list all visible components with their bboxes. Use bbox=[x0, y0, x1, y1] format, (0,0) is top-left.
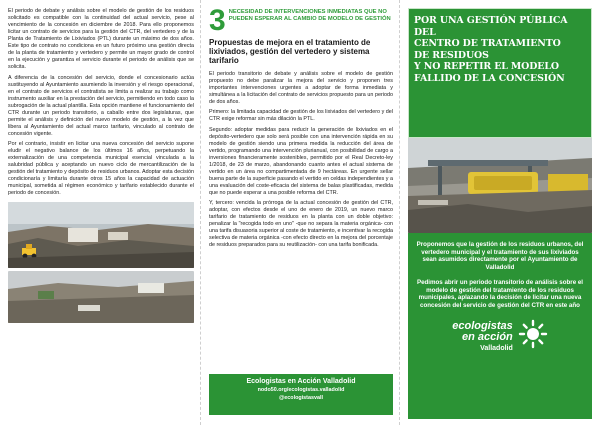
landfill-photo bbox=[8, 202, 194, 268]
sun-icon bbox=[518, 319, 548, 354]
logo-line: ecologistas bbox=[452, 319, 513, 332]
logo-line: en acción bbox=[462, 330, 513, 343]
section-number: 3 bbox=[209, 4, 226, 37]
paragraph: El periodo transitorio de debate y análisis sobre el modelo de gestión propuesto no debe paralizar la mejora del servicio y proponen tres importantes intervenciones urgentes a adoptar de forma inmediata y simultánea a la licitación del contrato de servicios propuesto para un periodo de dos años. bbox=[209, 70, 393, 105]
middle-column bbox=[200, 0, 399, 425]
section-subtitle: Propuestas de mejora en el tratamiento de lixiviados, gestión del vertedero y sistema tarifario bbox=[209, 38, 371, 66]
paragraph: Y, tercero: vencida la prórroga de la actual concesión de gestión del CTR, adoptar, con efectos desde el uno de enero de 2019, un nuevo marco tarifario de tratamiento de residuos en la planta con un doble objetivo: penalizar la "recogida todo en uno" -que no separa la materia orgánica- con una tarifa disuasoria superior al coste de tratamiento, e incentivar la recogida selectiva de materia orgánica -con efecto directo en la mejora del porcentaje de residuos preparados para su reutilización- con una tarifa bonificada. bbox=[209, 200, 393, 249]
section-heading bbox=[209, 4, 393, 37]
title-line: DEL bbox=[414, 26, 436, 38]
section-title: NECESIDAD DE INTERVENCIONES INMEDIATAS QUE NO PUEDEN ESPERAR AL CAMBIO DE MODELO DE GESTIÓN bbox=[228, 9, 391, 22]
title-line: POR UNA GESTIÓN PÚBLICA bbox=[414, 15, 568, 26]
contact-box bbox=[209, 374, 393, 415]
proposals-text bbox=[209, 71, 393, 250]
paragraph: El periodo de debate y análisis sobre el modelo de gestión de los residuos solicitado es compatible con la continuidad del actual servicio, pese al vencimiento de la concesión en diciembre de 2018. Para ello proponemos licitar un contrato de servicios para la gestión del CTR, del vertedero y de la Planta de Tratamiento de Lixiviados (PTL) durante un máximo de dos años. Este tipo de contrato no condiciona en un futuro próximo una gestión directa de la planta de tratamiento y vertedero y permite un mayor grado de control en la ejecución y garantiza el servicio durante el periodo de análisis que se solicita. bbox=[8, 8, 194, 71]
paragraph: A diferencia de la concesión del servicio, donde el concesionario actúa sustituyendo al Ayuntamiento asumiendo la inversión y el riesgo operacional, en el contrato de servicios el contratista se limita a realizar su trabajo como instrumento auxiliar en la prestación del servicio, permitiendo en todo caso la subrogación de la actual plantilla. Esta opción mantiene el funcionamiento del CTR durante un periodo transitorio, a caballo entre dos legislaturas, que permite el análisis y definición del nuevo modelo de gestión, a la vez que libera al Ayuntamiento del actual marco tarifario, vinculado al contrato de concesión vigente. bbox=[8, 74, 194, 137]
landfill-photo bbox=[8, 271, 194, 323]
cover-column bbox=[399, 0, 600, 425]
intro-text bbox=[8, 8, 194, 197]
title-line: Y NO REPETIR EL MODELO bbox=[414, 61, 559, 73]
demand-text: Proponemos que la gestión de los residuos urbanos, del vertedero municipal y el tratamiento de sus lixiviados sean asumidos directamente por el Ayuntamiento de Valladolid bbox=[416, 241, 584, 271]
logo-line: Valladolid bbox=[480, 344, 513, 352]
title-line: CENTRO DE TRATAMIENTO bbox=[414, 38, 561, 50]
paragraph: Primero: la limitada capacidad de gestión de los lixiviados del vertedero y del CTR exige reformar sin más dilación la PTL. bbox=[209, 109, 393, 123]
demand-text: Pedimos abrir un periodo transitorio de análisis sobre el modelo de gestión del tratamiento de los residuos municipales, aplazando la decisión de licitar una nueva concesión del servicio de gestión del CTR en este año bbox=[416, 279, 584, 309]
paragraph: Por el contrario, insistir en licitar una nueva concesión del servicio supone eludir el negativo balance de los últimos 16 años, perpetuando la externalización de una competencia municipal esencial vinculada a la salubridad pública y aceptando un nuevo ciclo de mercantilización de la gestión del tratamiento y depósito de residuos urbanos. Adoptar esta decisión condicionaría y limitaría durante otros 15 años la capacidad de actuación municipal, sometida al régimen económico y tarifario establecido durante el periodo de concesión. bbox=[8, 141, 194, 197]
title-line: FALLIDO DE LA CONCESIÓN bbox=[414, 72, 565, 84]
left-column bbox=[0, 0, 200, 425]
twitter-handle[interactable]: @ecologistasvall bbox=[279, 395, 323, 401]
treatment-plant-photo bbox=[408, 138, 592, 233]
org-name: Ecologistas en Acción Valladolid bbox=[246, 378, 356, 385]
organization-logo bbox=[414, 319, 586, 354]
cover-title bbox=[408, 8, 592, 138]
website-link[interactable]: nodo50.org/ecologistas.valladolid bbox=[257, 387, 345, 393]
title-line: DE RESIDUOS bbox=[414, 49, 489, 61]
paragraph: Segundo: adoptar medidas para reducir la generación de lixiviados en el depósito-vertedero que solo será posible con una intervención rápida en su modelo de gestión siendo una primera medida la reducción del área de vertido, programando una intervención plurianual, con posibilidad de cargo a inversiones financieramente sostenibles, permitido por el Real Decreto-ley 1/2018, de 23 de marzo, abandonando cuanto antes el actual sistema de vertido en un área no compartimentada de 9 hectáreas. En urgente sellar buena parte de la superficie pasando el vertido en celdas independientes y a una evaluación del coste-eficacia del sistema de balas plastificadas, medida que no puede esperar a una posible reforma del CTR. bbox=[209, 126, 393, 196]
demands-box bbox=[408, 233, 592, 419]
